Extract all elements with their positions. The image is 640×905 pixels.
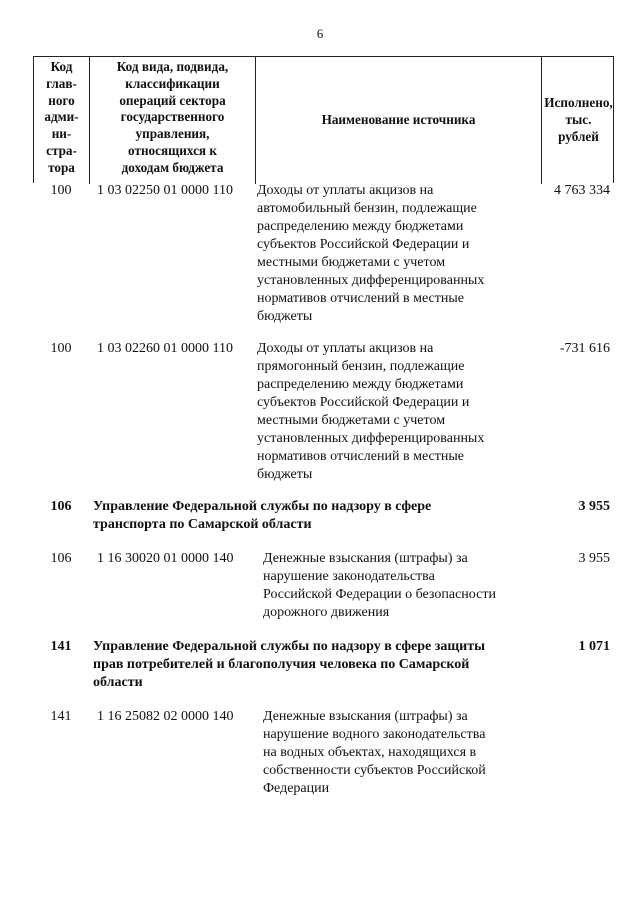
source-name: Денежные взыскания (штрафы) за нарушение законодательства Российской Федерации о безопасности дорожного движения xyxy=(263,551,496,620)
header-text: относящихся к xyxy=(128,142,217,158)
header-text: ни- xyxy=(51,126,72,142)
admin-code: 106 xyxy=(50,499,72,514)
amount: 4 763 334 xyxy=(554,183,610,198)
header-classification-code xyxy=(90,57,256,184)
classification-code: 1 16 30020 01 0000 140 xyxy=(97,551,234,566)
admin-code: 100 xyxy=(50,183,72,198)
amount: 1 071 xyxy=(578,639,610,654)
header-text: рублей xyxy=(558,128,599,144)
header-text: стра- xyxy=(46,142,77,158)
header-text: глав- xyxy=(46,75,77,91)
classification-code: 1 03 02260 01 0000 110 xyxy=(97,341,233,356)
header-admin-code xyxy=(34,57,90,184)
header-text: Код вида, подвида, xyxy=(116,59,229,74)
header-text: Исполнено, xyxy=(544,95,613,111)
table-header xyxy=(33,56,614,183)
header-text: тыс. xyxy=(565,112,592,128)
amount: -731 616 xyxy=(559,341,610,356)
classification-code: 1 16 25082 02 0000 140 xyxy=(97,709,234,724)
header-text: доходам бюджета xyxy=(121,159,224,175)
header-text: классификации xyxy=(125,75,220,91)
admin-code: 100 xyxy=(50,341,72,356)
header-text: ного xyxy=(48,92,75,108)
classification-code: 1 03 02250 01 0000 110 xyxy=(97,183,233,198)
header-text: управления, xyxy=(135,126,210,142)
header-text: Наименование источника xyxy=(321,112,476,128)
source-name: Доходы от уплаты акцизов на прямогонный бензин, подлежащие распределению между бюджетами субъектов Российской Федерации и местными бюджетами с учетом установленных дифференцированных нормативов отчислений в местные бюджеты xyxy=(257,341,485,482)
source-name: Доходы от уплаты акцизов на автомобильный бензин, подлежащие распределению между бюджетами субъектов Российской Федерации и местными бюджетами с учетом установленных дифференцированных нормативов отчислений в местные бюджеты xyxy=(257,183,485,324)
amount: 3 955 xyxy=(578,499,610,514)
amount: 3 955 xyxy=(578,551,610,566)
admin-code: 106 xyxy=(50,551,72,566)
header-text: операций сектора xyxy=(119,92,226,108)
source-name: Денежные взыскания (штрафы) за нарушение водного законодательства на водных объектах, находящихся в собственности субъектов Российской Федерации xyxy=(263,709,486,796)
section-title: Управление Федеральной службы по надзору в сфере транспорта по Самарской области xyxy=(93,499,432,532)
header-text: тора xyxy=(48,159,75,175)
header-amount xyxy=(542,57,615,184)
header-text: государственного xyxy=(120,109,225,125)
admin-code: 141 xyxy=(50,709,72,724)
header-source-name xyxy=(256,57,542,184)
header-text: адми- xyxy=(44,109,79,125)
admin-code: 141 xyxy=(50,639,72,654)
page-number: 6 xyxy=(316,26,324,41)
header-text: Код xyxy=(50,59,73,74)
section-title: Управление Федеральной службы по надзору в сфере защиты прав потребителей и благополучия человека по Самарской области xyxy=(93,639,486,690)
